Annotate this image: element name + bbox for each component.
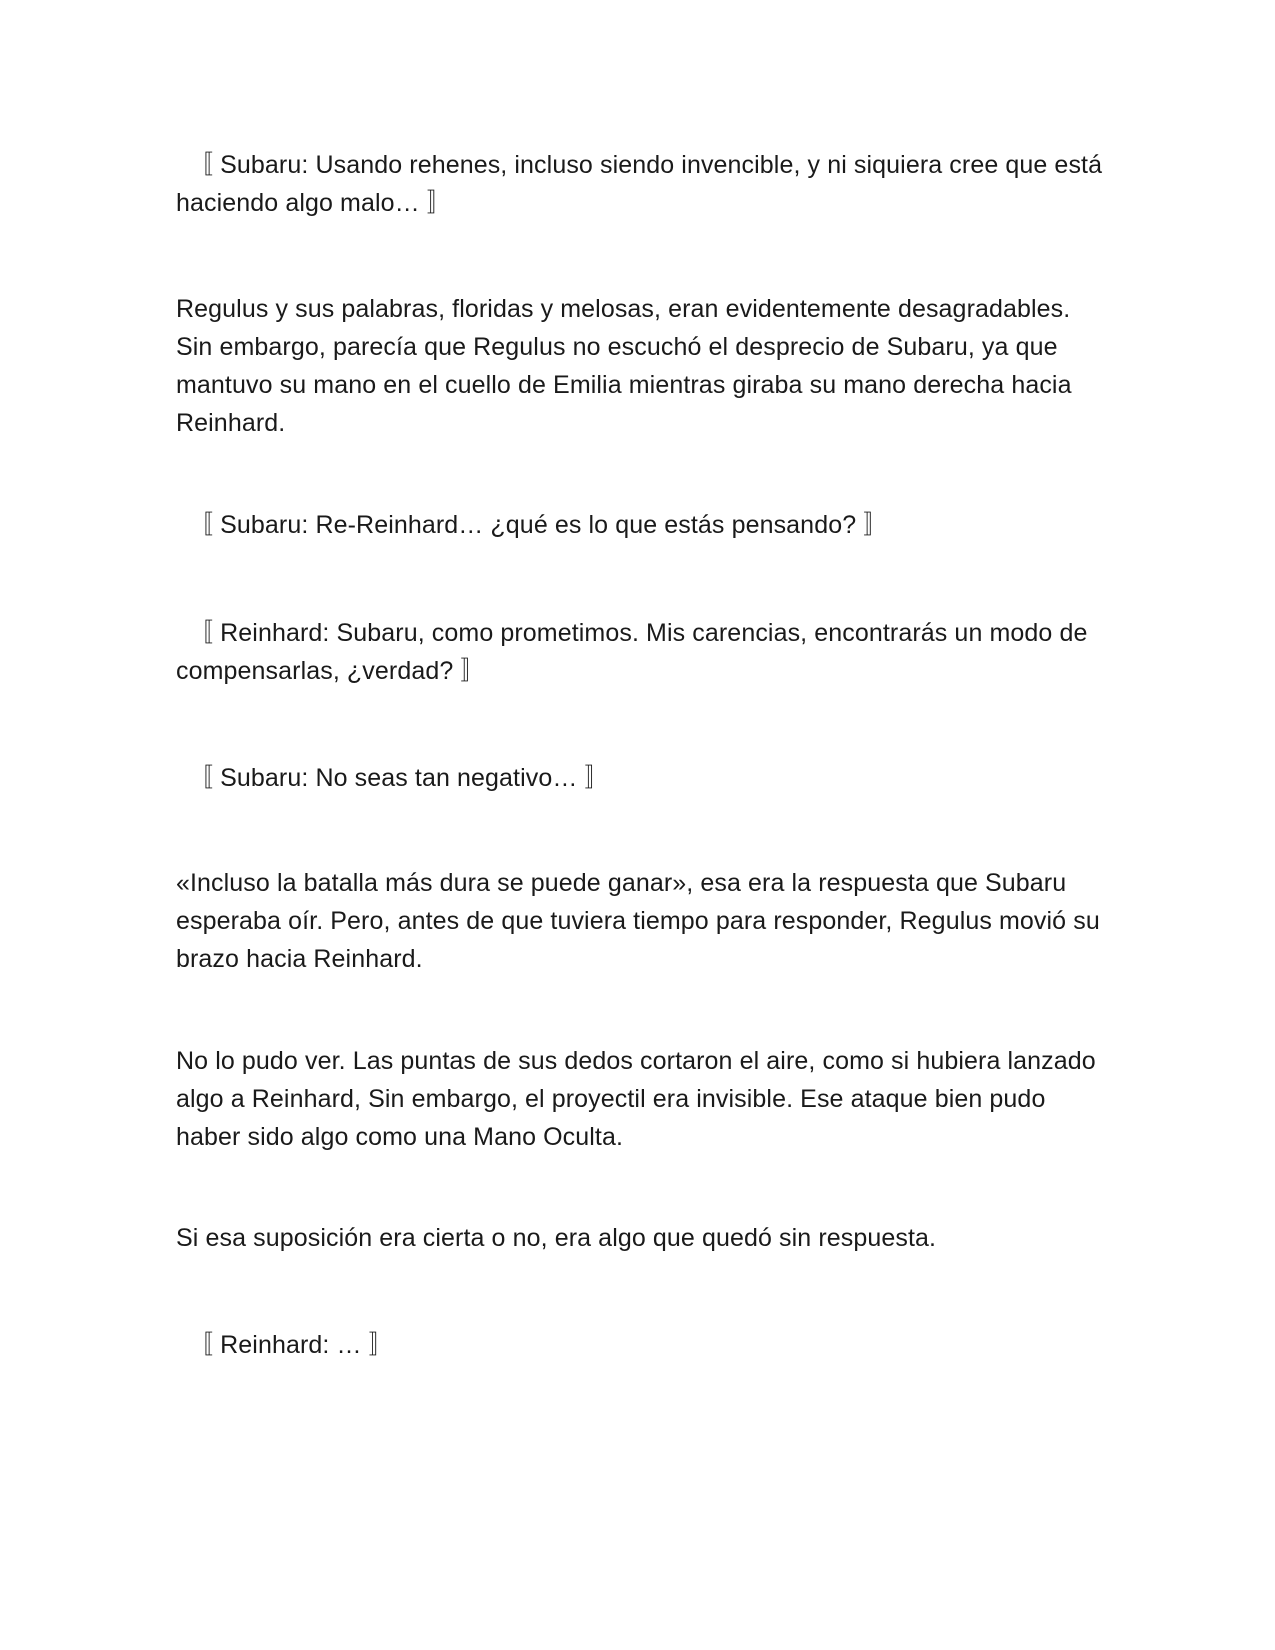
dialogue-subaru-question: 〚 Subaru: Re-Reinhard… ¿qué es lo que estás pensando? 〛 [188,511,889,539]
dialogue-reinhard-promise: 〚 Reinhard: Subaru, como prometimos. Mis carencias, encontrarás un modo de compensarlas, ¿verdad? 〛 [176,619,1088,685]
dialogue-subaru-negative: 〚 Subaru: No seas tan negativo… 〛 [188,764,610,792]
narration-regulus-words: Regulus y sus palabras, floridas y melosas, eran evidentemente desagradables. Sin embargo, parecía que Regulus no escuchó el desprecio de Subaru, ya que mantuvo su mano en el cuello de Emilia mientras giraba su mano derecha hacia Reinhard. [176,295,1072,437]
narration-hardest-battle: «Incluso la batalla más dura se puede ganar», esa era la respuesta que Subaru esperaba oír. Pero, antes de que tuviera tiempo para responder, Regulus movió su brazo hacia Reinhard. [176,869,1100,973]
dialogue-reinhard-silence: 〚 Reinhard: … 〛 [188,1331,394,1359]
narration-supposition: Si esa suposición era cierta o no, era algo que quedó sin respuesta. [176,1224,937,1252]
narration-invisible-attack: No lo pudo ver. Las puntas de sus dedos cortaron el aire, como si hubiera lanzado algo a Reinhard, Sin embargo, el proyectil era invisible. Ese ataque bien pudo haber sido algo como una Mano Oculta. [176,1047,1096,1151]
dialogue-subaru-hostages: 〚 Subaru: Usando rehenes, incluso siendo invencible, y ni siquiera cree que está haciendo algo malo… 〛 [176,151,1103,217]
